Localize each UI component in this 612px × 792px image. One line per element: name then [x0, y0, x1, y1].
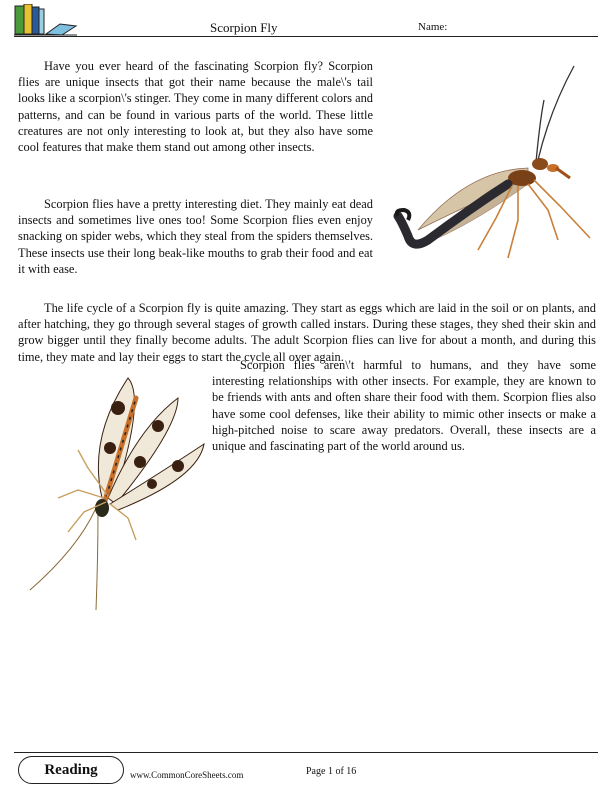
page-title: Scorpion Fly [210, 20, 278, 35]
page-header [0, 0, 612, 40]
books-icon [14, 4, 78, 36]
reading-badge: Reading [18, 756, 124, 784]
page-number: Page 1 of 16 [306, 766, 357, 777]
site-url: www.CommonCoreSheets.com [130, 770, 244, 780]
paragraph-relationships: Scorpion flies aren\'t harmful to humans, and they have some interesting relationships with other insects. For example, they are known to be friends with ants and often share their food with them. Scorpion flies also have some cool defenses, like their ability to mimic other insects or make a high-pitched noise to scare away predators. Overall, these insects are a unique and fascinating part of the world around us. [212, 358, 596, 454]
paragraph-life-cycle: The life cycle of a Scorpion fly is quite amazing. They start as eggs which are laid in the soil or on plants, and after hatching, they go through several stages of growth called instars. During these stages, they shed their skin and grow bigger until they finally become adults. The adult Scorpion flies can live for about a month, and during this time, they mate and lay their eggs to start the cycle all over again. [18, 301, 596, 364]
paragraph-diet: Scorpion flies have a pretty interesting diet. They mainly eat dead insects and sometimes live ones too! Some Scorpion flies even enjoy snacking on spider webs, which they steal from the spiders themselves. These insects use their long beak-like mouths to grab their food and eat it with ease. [18, 197, 373, 276]
header-divider [14, 36, 598, 37]
scorpion-fly-side-image [378, 60, 600, 282]
paragraph-intro: Have you ever heard of the fascinating Scorpion fly? Scorpion flies are unique insects that got their name because the male\'s tail looks like a scorpion\'s stinger. They come in many different colors and patterns, and can be found in various parts of the world. These little creatures are not only interesting to look at, but they also have some cool features that make them stand out among other insects. [18, 59, 373, 155]
name-label: Name: [418, 21, 448, 33]
footer-divider [14, 752, 598, 753]
scorpion-fly-top-image [18, 358, 208, 618]
